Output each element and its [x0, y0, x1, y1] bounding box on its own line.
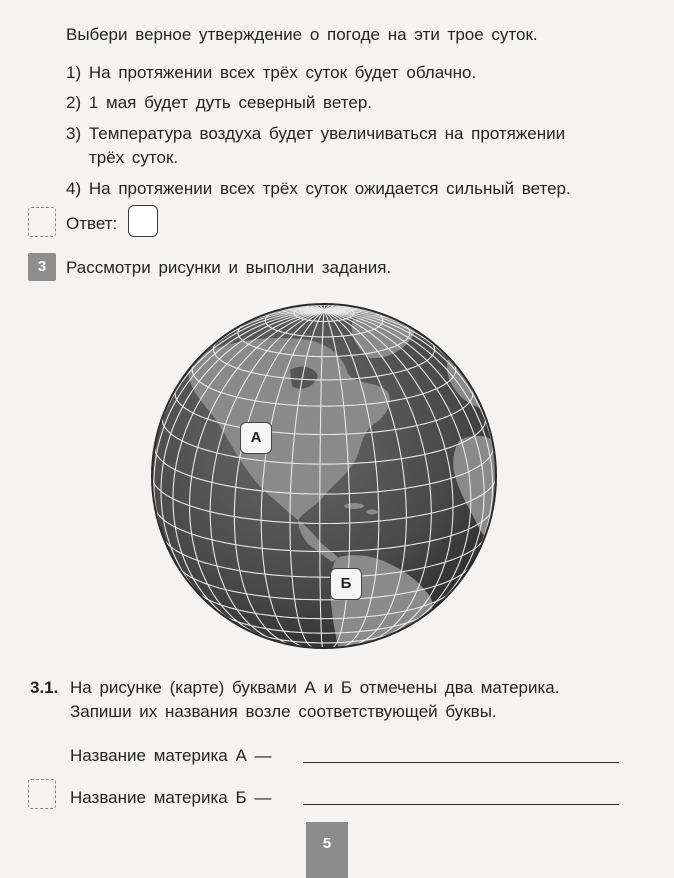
globe-figure	[148, 300, 500, 652]
option-number: 3)	[66, 124, 82, 143]
answer-line-b[interactable]	[303, 804, 619, 805]
subtask-number: 3.1.	[30, 678, 59, 697]
page-number: 5	[306, 822, 348, 878]
globe-label-b: Б	[330, 568, 362, 600]
task-number-badge: 3	[28, 253, 56, 281]
option-4[interactable]	[66, 178, 571, 200]
subtask-text-line1: На рисунке (карте) буквами А и Б отмечены два материка.	[70, 678, 560, 697]
answer-line-a[interactable]	[303, 762, 619, 763]
option-3[interactable]	[66, 123, 565, 145]
option-2[interactable]	[66, 92, 372, 114]
option-text: На протяжении всех трёх суток ожидается сильный ветер.	[88, 179, 571, 198]
answer-input-box[interactable]	[128, 205, 158, 237]
subtask-text-line2: Запиши их названия возле соответствующей буквы.	[70, 702, 497, 721]
question-prompt: Выбери верное утверждение о погоде на эти трое суток.	[66, 25, 538, 44]
option-3-continuation: трёх суток.	[89, 148, 179, 167]
globe-label-a: А	[240, 422, 272, 454]
field-label-b: Название материка Б —	[70, 788, 272, 807]
option-number: 2)	[66, 93, 82, 112]
option-number: 1)	[66, 63, 82, 82]
field-label-a: Название материка А —	[70, 746, 272, 765]
option-text: Температура воздуха будет увеличиваться на протяжении	[88, 124, 566, 143]
task-instruction: Рассмотри рисунки и выполни задания.	[66, 258, 392, 277]
answer-label: Ответ:	[66, 214, 118, 233]
option-number: 4)	[66, 179, 82, 198]
option-text: На протяжении всех трёх суток будет облачно.	[88, 63, 477, 82]
globe-icon	[148, 300, 500, 652]
option-text: 1 мая будет дуть северный ветер.	[88, 93, 372, 112]
score-box-2	[28, 779, 56, 809]
option-1[interactable]	[66, 62, 476, 84]
score-box	[28, 207, 56, 237]
